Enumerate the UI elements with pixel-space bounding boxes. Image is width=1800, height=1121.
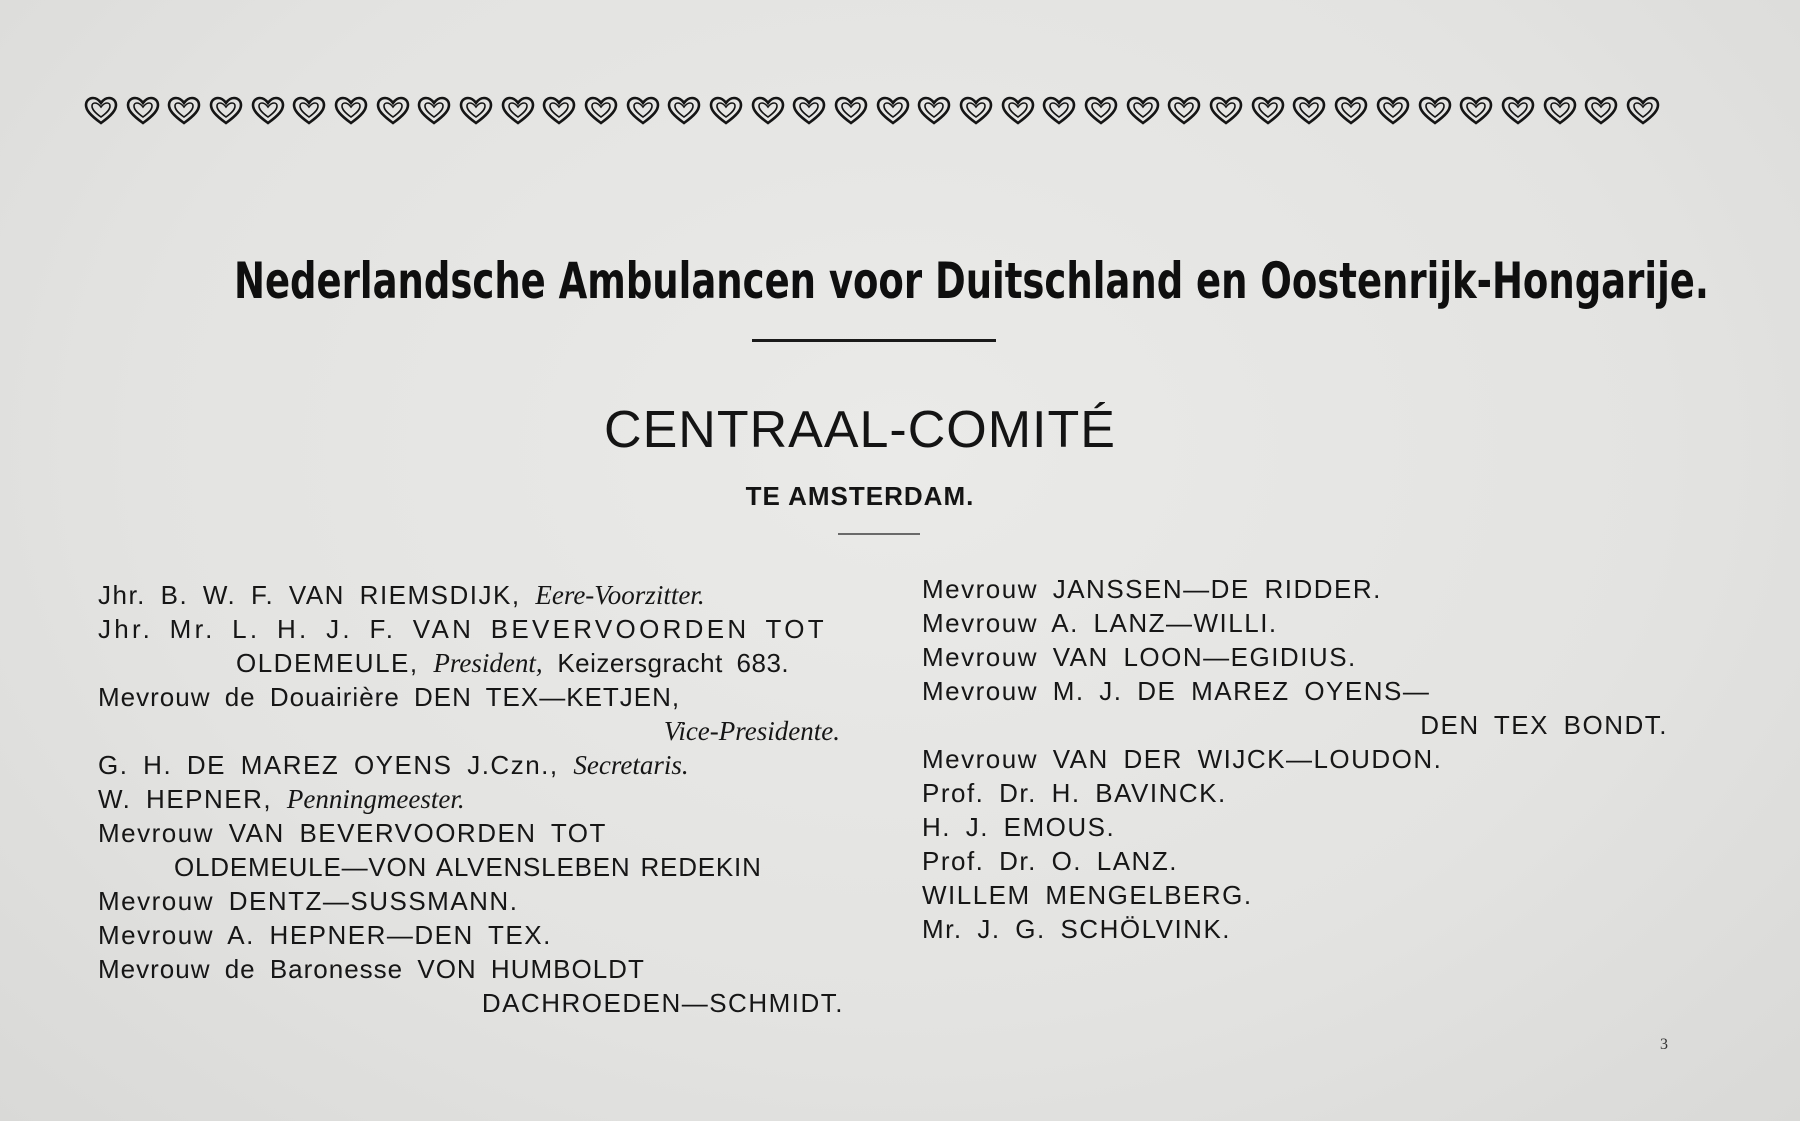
- member-line: OLDEMEULE—VON ALVENSLEBEN REDEKIN: [174, 852, 762, 882]
- member-line: Mevrouw A. HEPNER—DEN TEX.: [98, 920, 552, 950]
- member-line: Mevrouw de Douairière DEN TEX—KETJEN,: [98, 682, 681, 712]
- heart-icon: [209, 96, 243, 126]
- member-line: OLDEMEULE, President, Keizersgracht 683.: [236, 648, 790, 678]
- member-line: Mevrouw JANSSEN—DE RIDDER.: [922, 574, 1382, 604]
- member-line: DEN TEX BONDT.: [1420, 710, 1668, 740]
- heart-icon: [84, 96, 118, 126]
- heart-icon: [1459, 96, 1493, 126]
- member-line: Jhr. Mr. L. H. J. F. VAN BEVERVOORDEN TOT: [98, 614, 827, 644]
- heart-icon: [417, 96, 451, 126]
- heart-icon: [542, 96, 576, 126]
- heart-icon: [126, 96, 160, 126]
- member-line: Vice-Presidente.: [663, 716, 840, 746]
- page-number: 3: [1660, 1036, 1668, 1053]
- heart-icon: [1126, 96, 1160, 126]
- member-line: Mevrouw A. LANZ—WILLI.: [922, 608, 1278, 638]
- heart-icon: [1084, 96, 1118, 126]
- heart-icon: [834, 96, 868, 126]
- member-line: Mevrouw M. J. DE MAREZ OYENS—: [922, 676, 1431, 706]
- heart-icon: [334, 96, 368, 126]
- heart-icon: [167, 96, 201, 126]
- members-right-column: [922, 572, 1668, 946]
- heart-icon: [876, 96, 910, 126]
- heart-icon: [501, 96, 535, 126]
- member-line: Jhr. B. W. F. VAN RIEMSDIJK, Eere-Voorzitter.: [98, 580, 705, 610]
- heart-icon: [709, 96, 743, 126]
- heart-icon: [1167, 96, 1201, 126]
- committee-location: TE AMSTERDAM.: [745, 481, 975, 511]
- heart-icon: [376, 96, 410, 126]
- heart-icon: [1376, 96, 1410, 126]
- heart-icon: [459, 96, 493, 126]
- heart-icon: [959, 96, 993, 126]
- member-line: Mevrouw de Baronesse VON HUMBOLDT: [98, 954, 645, 984]
- heart-icon: [1626, 96, 1660, 126]
- title-divider: [752, 339, 996, 342]
- heart-icon: [1001, 96, 1035, 126]
- heart-icon: [1334, 96, 1368, 126]
- heart-icon: [584, 96, 618, 126]
- members-left-column: [98, 578, 844, 1020]
- heart-icon: [1042, 96, 1076, 126]
- heart-icon: [667, 96, 701, 126]
- section-divider: [838, 533, 920, 535]
- member-line: Prof. Dr. O. LANZ.: [922, 846, 1178, 876]
- member-line: Mr. J. G. SCHÖLVINK.: [922, 914, 1232, 944]
- heart-icon: [626, 96, 660, 126]
- member-line: Mevrouw VAN LOON—EGIDIUS.: [922, 642, 1357, 672]
- heart-icon: [917, 96, 951, 126]
- heart-icon: [1251, 96, 1285, 126]
- heart-icon: [1418, 96, 1452, 126]
- member-line: Mevrouw VAN BEVERVOORDEN TOT: [98, 818, 607, 848]
- heart-icon: [251, 96, 285, 126]
- member-line: Prof. Dr. H. BAVINCK.: [922, 778, 1227, 808]
- heart-icon: [1584, 96, 1618, 126]
- member-line: Mevrouw DENTZ—SUSSMANN.: [98, 886, 519, 916]
- member-line: DACHROEDEN—SCHMIDT.: [481, 988, 844, 1018]
- committee-heading: CENTRAAL-COMITÉ: [604, 401, 1116, 459]
- heart-icon: [1501, 96, 1535, 126]
- member-line: WILLEM MENGELBERG.: [922, 880, 1253, 910]
- heart-ornament-border: [84, 86, 1660, 136]
- member-line: Mevrouw VAN DER WIJCK—LOUDON.: [922, 744, 1443, 774]
- heart-icon: [792, 96, 826, 126]
- member-line: W. HEPNER, Penningmeester.: [98, 784, 465, 814]
- heart-icon: [751, 96, 785, 126]
- heart-icon: [1292, 96, 1326, 126]
- member-line: G. H. DE MAREZ OYENS J.Czn., Secretaris.: [98, 750, 689, 780]
- member-line: H. J. EMOUS.: [922, 812, 1116, 842]
- heart-icon: [292, 96, 326, 126]
- heart-icon: [1543, 96, 1577, 126]
- page-title: Nederlandsche Ambulancen voor Duitschland en Oostenrijk-Hongarije.: [234, 252, 1709, 310]
- heart-icon: [1209, 96, 1243, 126]
